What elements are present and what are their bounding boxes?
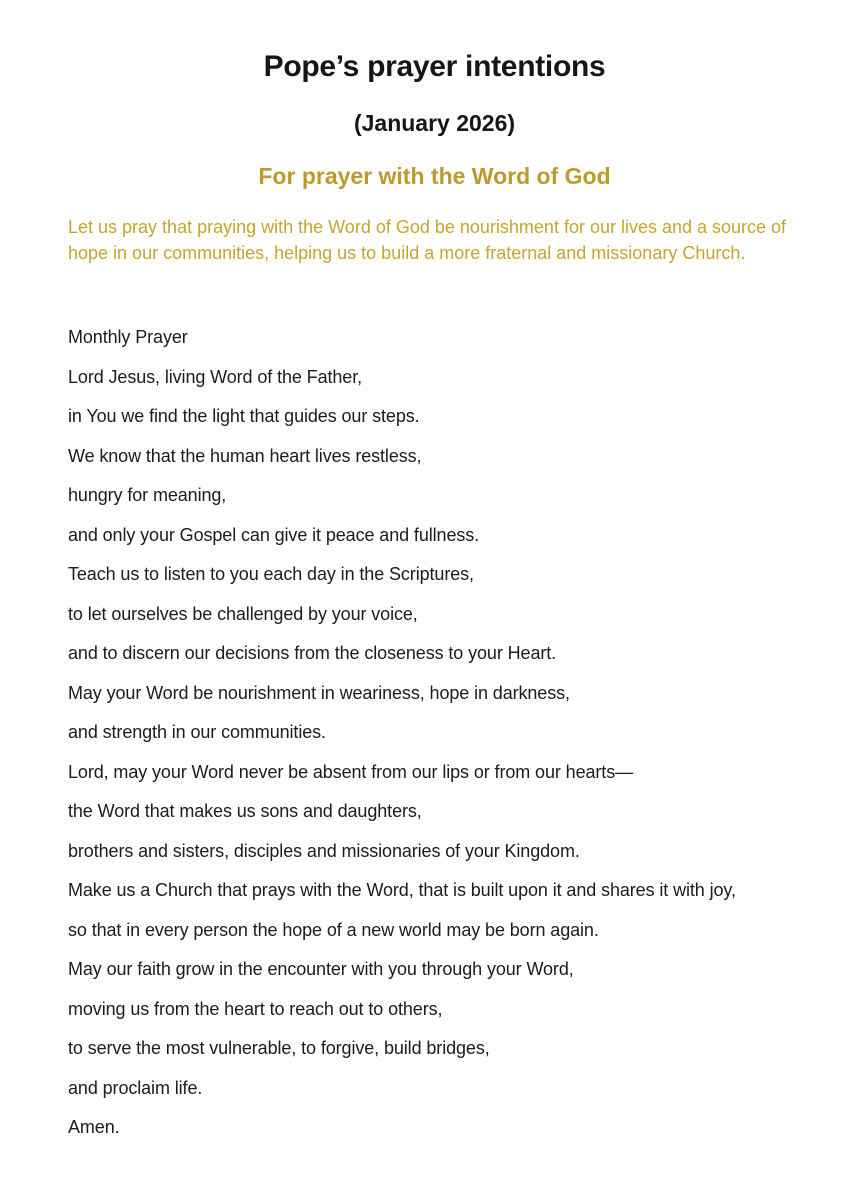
prayer-line: Amen. bbox=[68, 1117, 120, 1137]
prayer-lines bbox=[68, 364, 801, 1141]
prayer-line: the Word that makes us sons and daughters, bbox=[68, 801, 422, 821]
prayer-line: and strength in our communities. bbox=[68, 722, 326, 742]
page-title: Pope’s prayer intentions bbox=[263, 50, 606, 83]
prayer-line: hungry for meaning, bbox=[68, 485, 227, 505]
intention-heading: For prayer with the Word of God bbox=[258, 163, 611, 189]
prayer-line: to let ourselves be challenged by your voice, bbox=[68, 603, 418, 624]
document-header bbox=[68, 50, 801, 190]
prayer-line: May your Word be nourishment in weariness, hope in darkness, bbox=[68, 682, 570, 703]
prayer-heading: Monthly Prayer bbox=[68, 327, 188, 347]
prayer-line: so that in every person the hope of a new world may be born again. bbox=[68, 919, 599, 940]
prayer-line: May our faith grow in the encounter with you through your Word, bbox=[68, 959, 574, 979]
page-subtitle-date: (January 2026) bbox=[353, 110, 516, 136]
prayer-line: Teach us to listen to you each day in the Scriptures, bbox=[68, 564, 474, 584]
prayer-line: Lord Jesus, living Word of the Father, bbox=[68, 366, 363, 387]
prayer-line: brothers and sisters, disciples and missionaries of your Kingdom. bbox=[68, 840, 580, 861]
prayer-line: Make us a Church that prays with the Word, that is built upon it and shares it with joy, bbox=[68, 880, 736, 900]
prayer-line: and to discern our decisions from the closeness to your Heart. bbox=[68, 643, 557, 663]
prayer-line: and only your Gospel can give it peace and fullness. bbox=[68, 524, 480, 545]
prayer-line: in You we find the light that guides our steps. bbox=[68, 406, 420, 426]
prayer-line: and proclaim life. bbox=[68, 1077, 203, 1098]
prayer-line: moving us from the heart to reach out to others, bbox=[68, 998, 443, 1019]
prayer-line: We know that the human heart lives restless, bbox=[68, 445, 422, 466]
prayer-line: Lord, may your Word never be absent from our lips or from our hearts— bbox=[68, 761, 634, 782]
prayer-line: to serve the most vulnerable, to forgive, build bridges, bbox=[68, 1038, 490, 1058]
prayer-body bbox=[68, 324, 801, 1140]
intention-text: Let us pray that praying with the Word of God be nourishment for our lives and a source of hope in our communities, helping us to build a more fraternal and missionary Church. bbox=[68, 217, 787, 263]
